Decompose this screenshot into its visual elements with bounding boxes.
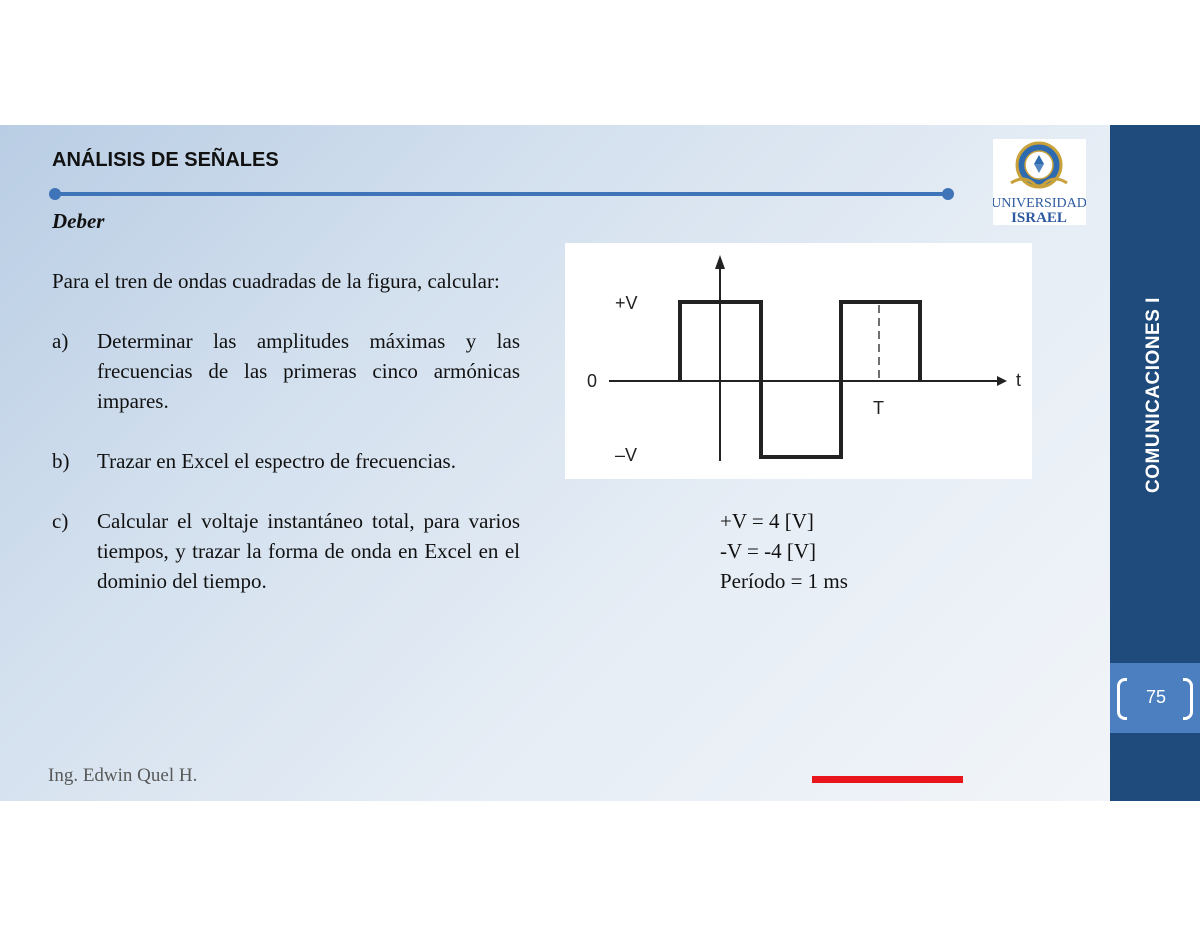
square-wave-figure (565, 243, 1032, 479)
course-title: COMUNICACIONES I (1143, 297, 1164, 493)
underline-left-dot (49, 188, 61, 200)
right-bracket (1183, 678, 1193, 720)
param-period: Período = 1 ms (720, 569, 848, 593)
label-zero: 0 (587, 371, 598, 391)
list-text: Determinar las amplitudes máximas y las frecuencias de las primeras cinco armónicas impares. (97, 329, 520, 413)
parameters (720, 506, 848, 596)
square-wave (680, 302, 920, 457)
param-pos-v: +V = 4 [V] (720, 509, 814, 533)
list-marker: b) (52, 449, 70, 473)
list-item-b (52, 446, 520, 476)
list-text: Calcular el voltaje instantáneo total, para varios tiempos, y trazar la forma de onda en Excel en el dominio del tiempo. (97, 509, 520, 593)
list-marker: c) (52, 509, 69, 533)
underline-right-dot (942, 188, 954, 200)
author: Ing. Edwin Quel H. (48, 765, 198, 786)
list-marker: a) (52, 329, 69, 353)
logo-text-line2: ISRAEL (1011, 210, 1067, 225)
page-number: 75 (1145, 687, 1167, 707)
body-text (52, 266, 520, 626)
title-underline (55, 192, 948, 196)
left-bracket (1117, 678, 1127, 720)
slide (0, 125, 1200, 801)
amplitude-axis-arrow (715, 255, 725, 269)
subtitle: Deber (52, 209, 105, 233)
label-period-T: T (873, 398, 884, 418)
list-item-a (52, 326, 520, 416)
label-t: t (1016, 370, 1022, 390)
slide-title: ANÁLISIS DE SEÑALES (52, 149, 279, 171)
param-neg-v: -V = -4 [V] (720, 539, 817, 563)
logo-text-line1: UNIVERSIDAD (993, 196, 1086, 211)
intro-paragraph: Para el tren de ondas cuadradas de la figura, calcular: (52, 269, 500, 293)
university-logo (993, 139, 1086, 225)
list-item-c (52, 506, 520, 596)
label-pos-v: +V (615, 293, 638, 313)
time-axis-arrow (997, 376, 1007, 386)
list-text: Trazar en Excel el espectro de frecuencias. (97, 449, 456, 473)
label-neg-v: –V (615, 445, 638, 465)
red-accent-bar (812, 776, 963, 783)
